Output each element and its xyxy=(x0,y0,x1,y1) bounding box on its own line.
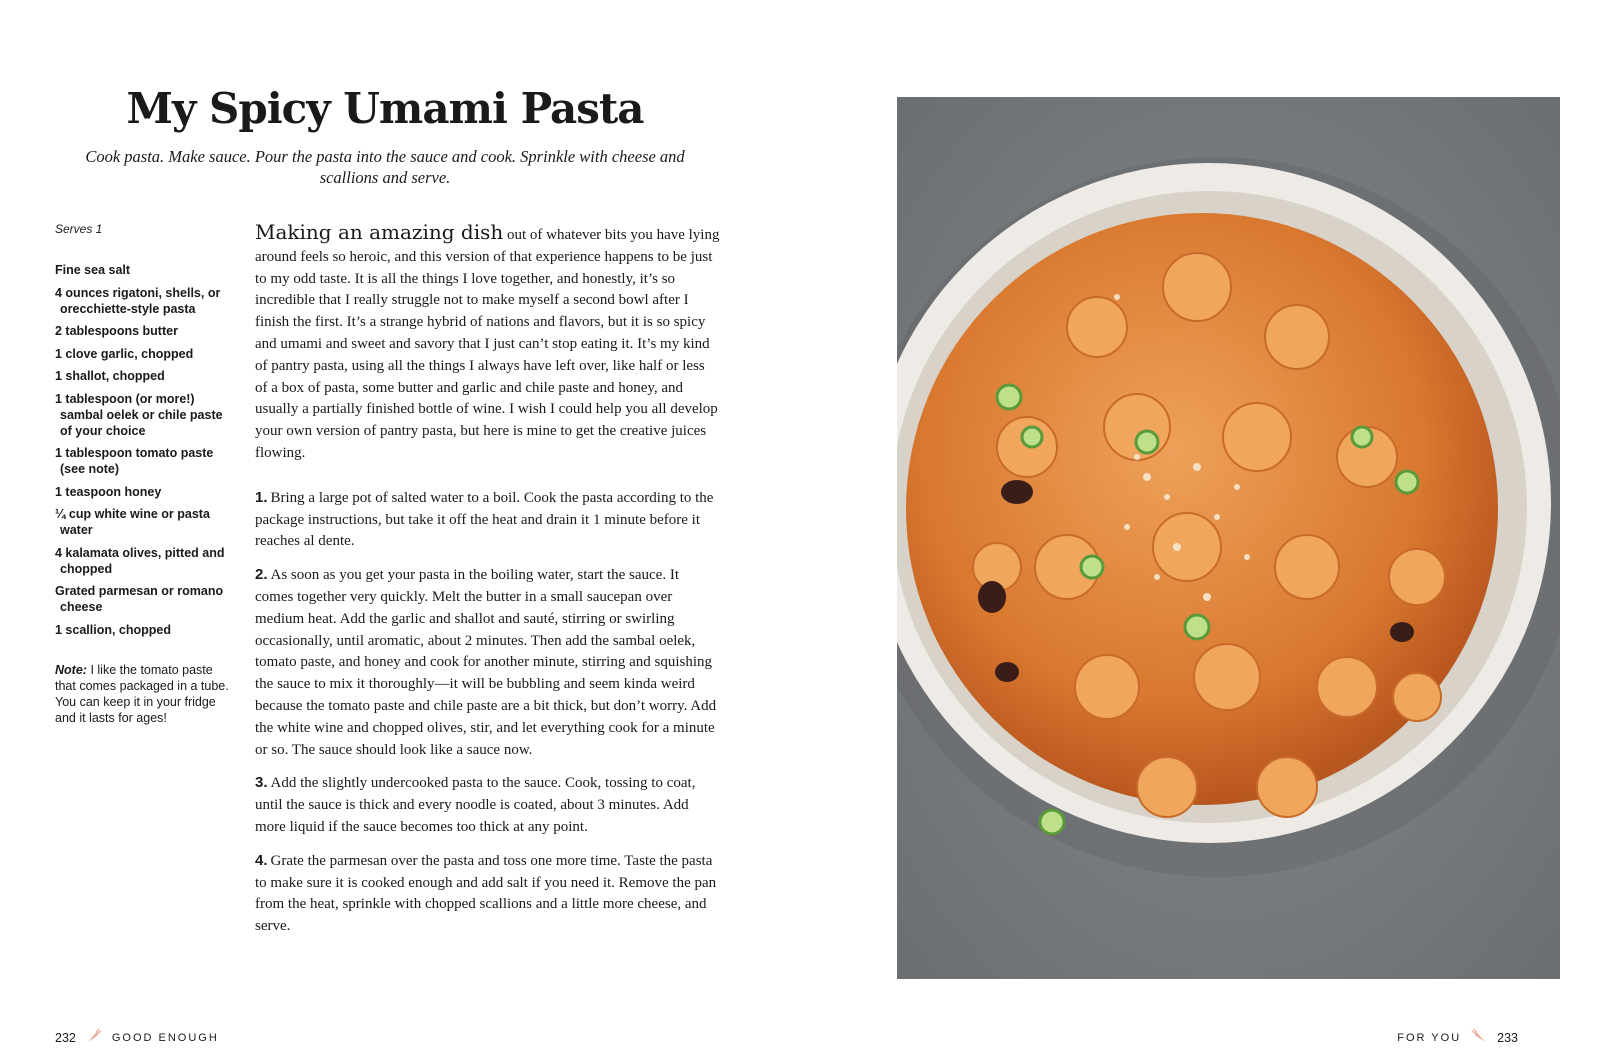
ingredient-item: 1 shallot, chopped xyxy=(55,369,165,383)
ingredient-item: 1 teaspoon honey xyxy=(55,484,162,499)
step-number: 1. xyxy=(255,488,268,506)
intro-paragraph xyxy=(255,222,720,465)
recipe-title: My Spicy Umami Pasta xyxy=(126,84,644,133)
ingredient-item: 4 kalamata olives, pitted and chopped xyxy=(55,545,225,576)
carrot-icon xyxy=(1471,1028,1487,1047)
ingredient-item: ¼ cup white wine or pasta water xyxy=(55,507,210,537)
ingredient-item: Grated parmesan or romano cheese xyxy=(55,584,224,614)
step-number: 4. xyxy=(255,851,268,869)
step-text: As soon as you get your pasta in the boiling water, start the sauce. It comes together very quickly. Melt the butter in a small saucepan over medium heat. Add the garlic and shallot and sauté, stirring or swirling occasionally, until aromatic, about 2 minutes. Then add the sambal oelek, tomato paste, and honey and cook for another minute, stirring and squishing the sauce to mix it thoroughly—it will be bubbling and seem kinda weird because the tomato paste and chile paste are a bit thick, but don’t worry. Add the white wine and chopped olives, stir, and let everything cook for a minute or so. The sauce should look like a sauce now. xyxy=(255,567,717,758)
intro-text: out of whatever bits you have lying around feels so heroic, and this version of that experience happens to be just to my odd taste. It is all the things I love together, and honestly, it’s so incredible that I really struggle not to make myself a second bowl after I finish the first. It’s a strange hybrid of nations and flavors, but it is so spicy and umami and sweet and savory that I just can’t stop eating it. It’s my kind of pantry pasta, using all the things I always have left over, like half or less of a box of pasta, some butter and garlic and chile paste and honey, and usually a partially finished bottle of wine. I wish I could help you all develop your own version of pantry pasta, but here is mine to get the creative juices flowing. xyxy=(255,227,720,461)
serves-label: Serves 1 xyxy=(55,222,103,236)
right-folio xyxy=(1397,1028,1518,1047)
ingredient-list xyxy=(55,262,230,644)
step-text: Grate the parmesan over the pasta and toss one more time. Taste the pasta to make sure it is cooked enough and add salt if you need it. Remove the pan from the heat, sprinkle with chopped scallions and a little more cheese, and serve. xyxy=(255,852,717,935)
note-text: I like the tomato paste that comes packaged in a tube. You can keep it in your fridge and it lasts for ages! xyxy=(55,663,229,725)
page-number: 232 xyxy=(55,1030,76,1045)
intro-lead: Making an amazing dish xyxy=(255,220,504,244)
ingredient-note xyxy=(55,662,230,726)
step-text: Add the slightly undercooked pasta to the sauce. Cook, tossing to coat, until the sauce is thick and every noodle is coated, about 3 minutes. Add more liquid if the sauce becomes too thick at any point. xyxy=(255,775,696,835)
left-folio xyxy=(55,1028,219,1047)
step-text: Bring a large pot of salted water to a boil. Cook the pasta according to the package instructions, but take it off the heat and drain it 1 minute before it reaches al dente. xyxy=(255,489,714,550)
right-page xyxy=(800,0,1600,1060)
page-number: 233 xyxy=(1497,1030,1518,1045)
ingredient-item: 1 clove garlic, chopped xyxy=(55,346,194,361)
recipe-body xyxy=(255,222,720,949)
running-title: FOR YOU xyxy=(1397,1031,1462,1044)
ingredient-item: 4 ounces rigatoni, shells, or orecchiette-style pasta xyxy=(55,285,221,316)
pasta-bowl-photo xyxy=(897,97,1560,979)
carrot-icon xyxy=(86,1028,102,1047)
recipe-subtitle: Cook pasta. Make sauce. Pour the pasta into the sauce and cook. Sprinkle with cheese and scallions and serve. xyxy=(85,147,685,187)
step-item xyxy=(255,564,720,761)
step-item xyxy=(255,772,720,838)
ingredient-item: 1 scallion, chopped xyxy=(55,622,171,637)
step-number: 2. xyxy=(255,566,268,584)
ingredient-item: Fine sea salt xyxy=(55,263,131,277)
step-number: 3. xyxy=(255,774,268,792)
note-label: Note: xyxy=(55,663,87,677)
step-list xyxy=(255,487,720,938)
ingredient-item: 1 tablespoon (or more!) sambal oelek or chile paste of your choice xyxy=(55,391,223,438)
step-item xyxy=(255,487,720,553)
step-item xyxy=(255,850,720,938)
ingredient-item: 1 tablespoon tomato paste (see note) xyxy=(55,446,214,476)
ingredient-item: 2 tablespoons butter xyxy=(55,324,178,338)
running-title: GOOD ENOUGH xyxy=(111,1031,219,1044)
